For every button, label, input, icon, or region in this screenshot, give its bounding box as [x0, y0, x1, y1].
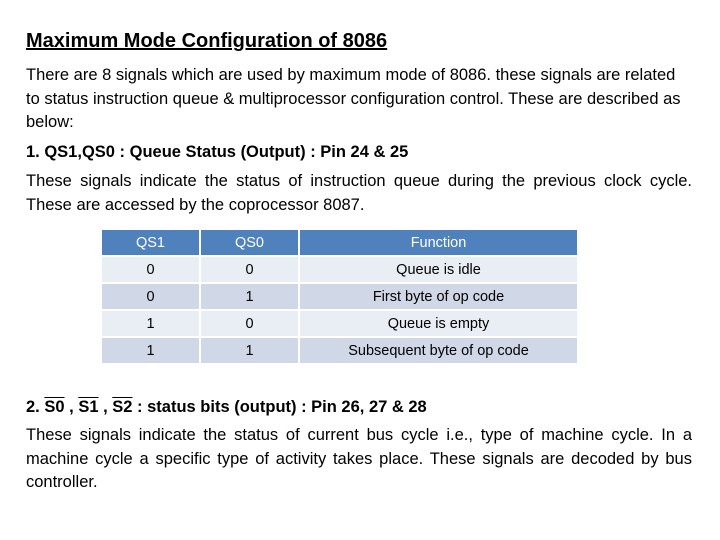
cell-qs0: 1: [201, 284, 298, 309]
header-qs1: QS1: [102, 230, 199, 255]
signal-s1: S1: [78, 398, 99, 416]
section2-heading: [26, 396, 427, 420]
cell-qs1: 0: [102, 257, 199, 282]
cell-function: Queue is idle: [300, 257, 577, 282]
separator: ,: [98, 398, 113, 416]
header-qs0: QS0: [201, 230, 298, 255]
cell-qs1: 1: [102, 311, 199, 336]
page-title: Maximum Mode Configuration of 8086: [26, 30, 388, 52]
cell-function: Subsequent byte of op code: [300, 338, 577, 363]
table-header-row: [102, 230, 577, 255]
section2-suffix: : status bits (output) : Pin 26, 27 & 28: [132, 398, 427, 416]
header-function: Function: [300, 230, 577, 255]
cell-function: Queue is empty: [300, 311, 577, 336]
signal-s0: S0: [44, 398, 65, 416]
table-row: [102, 257, 577, 282]
section2-body: These signals indicate the status of current bus cycle i.e., type of machine cycle. In a machine cycle a specific type of activity takes place. These signals are decoded by bus controller.: [26, 426, 692, 491]
cell-qs1: 0: [102, 284, 199, 309]
cell-function: First byte of op code: [300, 284, 577, 309]
cell-qs0: 0: [201, 257, 298, 282]
cell-qs1: 1: [102, 338, 199, 363]
separator: ,: [64, 398, 79, 416]
table-row: [102, 284, 577, 309]
queue-status-table: [100, 228, 579, 365]
cell-qs0: 1: [201, 338, 298, 363]
intro-paragraph: There are 8 signals which are used by maximum mode of 8086. these signals are related to status instruction queue & multiprocessor configuration control. These are described as below:: [26, 66, 681, 131]
signal-s2: S2: [112, 398, 133, 416]
section1-heading: 1. QS1,QS0 : Queue Status (Output) : Pin 24 & 25: [26, 143, 409, 161]
section2-prefix: 2.: [26, 398, 45, 416]
table-row: [102, 338, 577, 363]
table-row: [102, 311, 577, 336]
cell-qs0: 0: [201, 311, 298, 336]
section1-body: These signals indicate the status of instruction queue during the previous clock cycle. These are accessed by the coprocessor 8087.: [26, 172, 692, 214]
